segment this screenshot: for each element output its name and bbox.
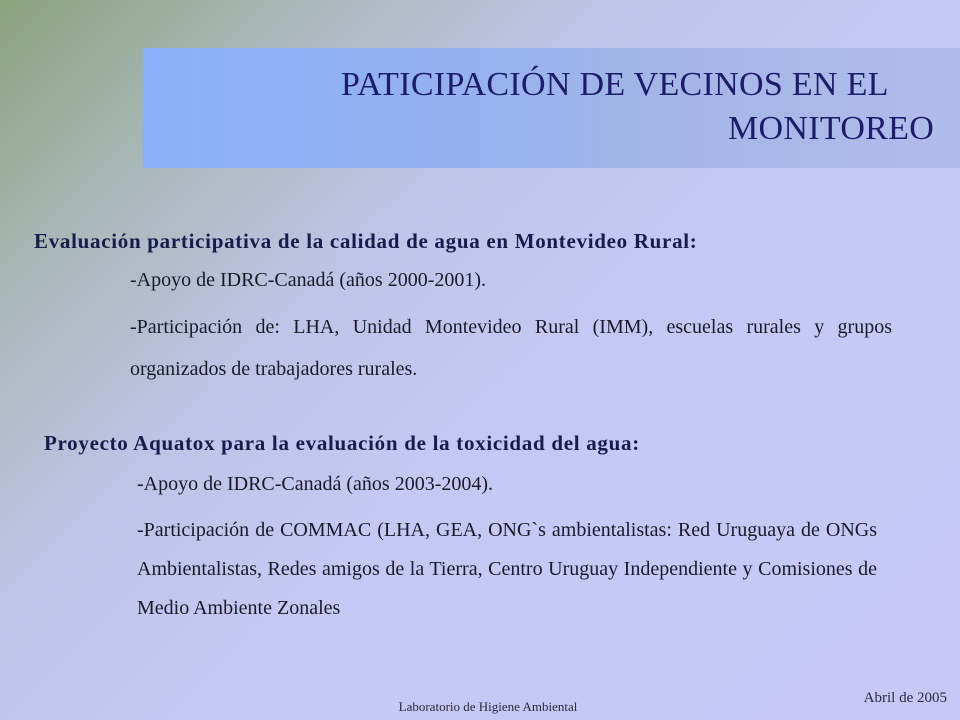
section1-heading: Evaluación participativa de la calidad de agua en Montevideo Rural: [34, 229, 698, 253]
slide-title-line-2: MONITOREO [728, 110, 935, 147]
footer-date: Abril de 2005 [863, 690, 947, 706]
section2-bullet-1: -Apoyo de IDRC-Canadá (años 2003-2004). [137, 473, 494, 495]
section2-bullet-2: -Participación de COMMAC (LHA, GEA, ONG`s ambientalistas: Red Uruguaya de ONGs Ambientalistas, Redes amigos de la Tierra, Centro Uruguay Independiente y Comisiones de Medio Ambiente Zonales [137, 519, 877, 619]
footer-lab-name: Laboratorio de Higiene Ambiental [398, 699, 578, 714]
section1-bullet-2: -Participación de: LHA, Unidad Montevideo Rural (IMM), escuelas rurales y grupos organizados de trabajadores rurales. [130, 316, 892, 380]
section2-heading: Proyecto Aquatox para la evaluación de la toxicidad del agua: [44, 431, 640, 455]
slide-title-line-1: PATICIPACIÓN DE VECINOS EN EL [341, 66, 889, 103]
section1-bullet-1: -Apoyo de IDRC-Canadá (años 2000-2001). [130, 269, 487, 291]
